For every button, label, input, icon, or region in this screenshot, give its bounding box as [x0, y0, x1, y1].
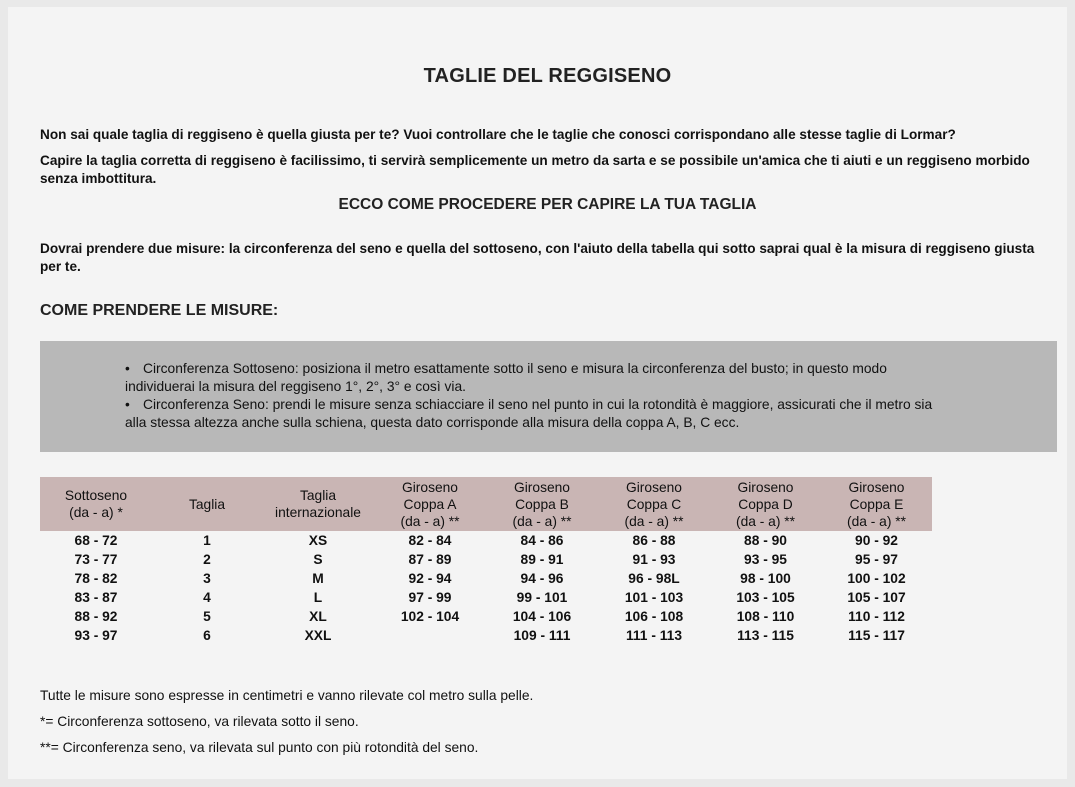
- bullet-icon: •: [125, 361, 130, 376]
- table-cell: 82 - 84: [408, 533, 452, 548]
- table-cell: [374, 626, 486, 645]
- column-header: [710, 477, 821, 531]
- column-header-line: Coppa D: [738, 496, 793, 512]
- note-underbust: *= Circonferenza sottoseno, va rilevata sotto il seno.: [40, 714, 359, 729]
- table-cell: 1: [203, 533, 211, 548]
- table-cell: 86 - 88: [632, 533, 676, 548]
- table-row: [40, 588, 932, 607]
- column-header-line: Giroseno: [737, 479, 794, 495]
- note-units: Tutte le misure sono espresse in centimetri e vanno rilevate col metro sulla pelle.: [40, 688, 534, 703]
- column-header: [152, 477, 262, 531]
- column-header-line: (da - a) **: [735, 513, 796, 529]
- table-cell: 105 - 107: [847, 590, 906, 605]
- column-header-line: Coppa C: [626, 496, 682, 512]
- instructions-box: [40, 341, 1057, 452]
- table-cell: 88 - 92: [74, 609, 118, 624]
- column-header-line: Coppa A: [403, 496, 457, 512]
- column-header-line: Giroseno: [514, 479, 570, 495]
- column-header-line: internazionale: [275, 505, 361, 520]
- column-header: [598, 477, 710, 531]
- table-cell: 83 - 87: [74, 590, 118, 605]
- table-cell: 6: [203, 628, 211, 643]
- table-cell: 115 - 117: [848, 628, 905, 643]
- table-cell: 102 - 104: [400, 609, 460, 624]
- table-cell: 78 - 82: [74, 571, 118, 586]
- table-cell: S: [313, 552, 323, 567]
- table-cell: 89 - 91: [520, 552, 564, 567]
- column-header-line: (da - a) *: [69, 505, 123, 520]
- size-table: [40, 477, 932, 645]
- table-cell: 110 - 112: [848, 609, 905, 624]
- table-cell: 99 - 101: [516, 590, 568, 605]
- instruction-text-underbust: Circonferenza Sottoseno: posiziona il metro esattamente sotto il seno e misura la circonferenza del busto; in questo modo individuerai la misura del reggiseno 1°, 2°, 3° e così via.: [125, 361, 887, 394]
- column-header: [821, 477, 932, 531]
- table-cell: 68 - 72: [74, 533, 118, 548]
- column-header-line: Giroseno: [848, 479, 905, 495]
- table-cell: 3: [203, 571, 211, 586]
- table-cell: 97 - 99: [408, 590, 452, 605]
- column-header: [486, 477, 598, 531]
- page: [8, 7, 1067, 779]
- table-row: [40, 626, 932, 645]
- procedure-subtitle: ECCO COME PROCEDERE PER CAPIRE LA TUA TAGLIA: [338, 196, 757, 213]
- table-cell: 94 - 96: [520, 571, 564, 586]
- table-cell: M: [312, 571, 324, 586]
- instructions-list: [125, 360, 955, 432]
- column-header-line: Taglia: [299, 488, 337, 503]
- table-cell: 111 - 113: [625, 628, 683, 643]
- table-cell: 109 - 111: [513, 628, 571, 643]
- column-header: [40, 477, 152, 531]
- note-bust: **= Circonferenza seno, va rilevata sul punto con più rotondità del seno.: [40, 740, 479, 755]
- content: [40, 7, 1065, 779]
- table-row: [40, 531, 932, 550]
- table-cell: 2: [203, 552, 211, 567]
- intro-paragraph-1: Non sai quale taglia di reggiseno è quella giusta per te? Vuoi controllare che le taglie che conosci corrispondano alle stesse taglie di Lormar?: [40, 127, 956, 142]
- table-header-row: [40, 477, 932, 531]
- column-header-line: Taglia: [188, 496, 226, 512]
- table-cell: 98 - 100: [740, 571, 791, 586]
- table-cell: XL: [309, 609, 327, 624]
- column-header: [262, 477, 374, 531]
- table-cell: 90 - 92: [855, 533, 898, 548]
- table-cell: XXL: [304, 628, 332, 643]
- table-cell: 96 - 98L: [628, 571, 680, 586]
- table-cell: 91 - 93: [632, 552, 676, 567]
- table-cell: 103 - 105: [736, 590, 795, 605]
- intro-paragraph-2: Capire la taglia corretta di reggiseno è facilissimo, ti servirà semplicemente un metro da sarta e se possibile un'amica che ti aiuti e un reggiseno morbido senza imbottitura.: [40, 153, 1030, 186]
- table-cell: 93 - 95: [744, 552, 787, 567]
- table-cell: 95 - 97: [855, 552, 898, 567]
- table-cell: 92 - 94: [408, 571, 452, 586]
- table-cell: 93 - 97: [74, 628, 118, 643]
- intro-paragraph-3: Dovrai prendere due misure: la circonferenza del seno e quella del sottoseno, con l'aiuto della tabella qui sotto saprai qual è la misura di reggiseno giusta per te.: [40, 241, 1035, 274]
- table-cell: 101 - 103: [624, 590, 684, 605]
- table-cell: 88 - 90: [744, 533, 787, 548]
- column-header-line: (da - a) **: [400, 513, 460, 529]
- table-cell: 106 - 108: [624, 609, 684, 624]
- instruction-item-bust: [125, 396, 955, 432]
- table-cell: 104 - 106: [512, 609, 572, 624]
- table-cell: 84 - 86: [520, 533, 564, 548]
- table-cell: L: [313, 590, 323, 605]
- column-header-line: Sottoseno: [64, 488, 128, 503]
- table-row: [40, 569, 932, 588]
- bullet-icon: •: [125, 397, 130, 412]
- table-cell: 87 - 89: [408, 552, 452, 567]
- column-header-line: Coppa B: [515, 496, 569, 512]
- table-cell: 4: [203, 590, 211, 605]
- column-header-line: (da - a) **: [624, 513, 684, 529]
- column-header-line: Coppa E: [849, 496, 904, 512]
- table-cell: 5: [203, 609, 211, 624]
- table-cell: 113 - 115: [737, 628, 794, 643]
- column-header: [374, 477, 486, 531]
- table-body: [40, 531, 932, 645]
- measure-section-title: COME PRENDERE LE MISURE:: [40, 302, 279, 319]
- table-cell: 100 - 102: [847, 571, 906, 586]
- instruction-text-bust: Circonferenza Seno: prendi le misure senza schiacciare il seno nel punto in cui la rotondità è maggiore, assicurati che il metro sia alla stessa altezza anche sulla schiena, questa dato corrisponde alla misura della coppa A, B, C ecc.: [125, 397, 933, 430]
- table-cell: 108 - 110: [736, 609, 795, 624]
- column-header-line: (da - a) **: [512, 513, 572, 529]
- instruction-item-underbust: [125, 360, 955, 396]
- column-header-line: Giroseno: [402, 479, 458, 495]
- table-cell: XS: [308, 533, 328, 548]
- table-cell: 73 - 77: [74, 552, 118, 567]
- table-row: [40, 550, 932, 569]
- column-header-line: Giroseno: [626, 479, 682, 495]
- page-title: TAGLIE DEL REGGISENO: [423, 65, 672, 87]
- table-row: [40, 607, 932, 626]
- column-header-line: (da - a) **: [846, 513, 907, 529]
